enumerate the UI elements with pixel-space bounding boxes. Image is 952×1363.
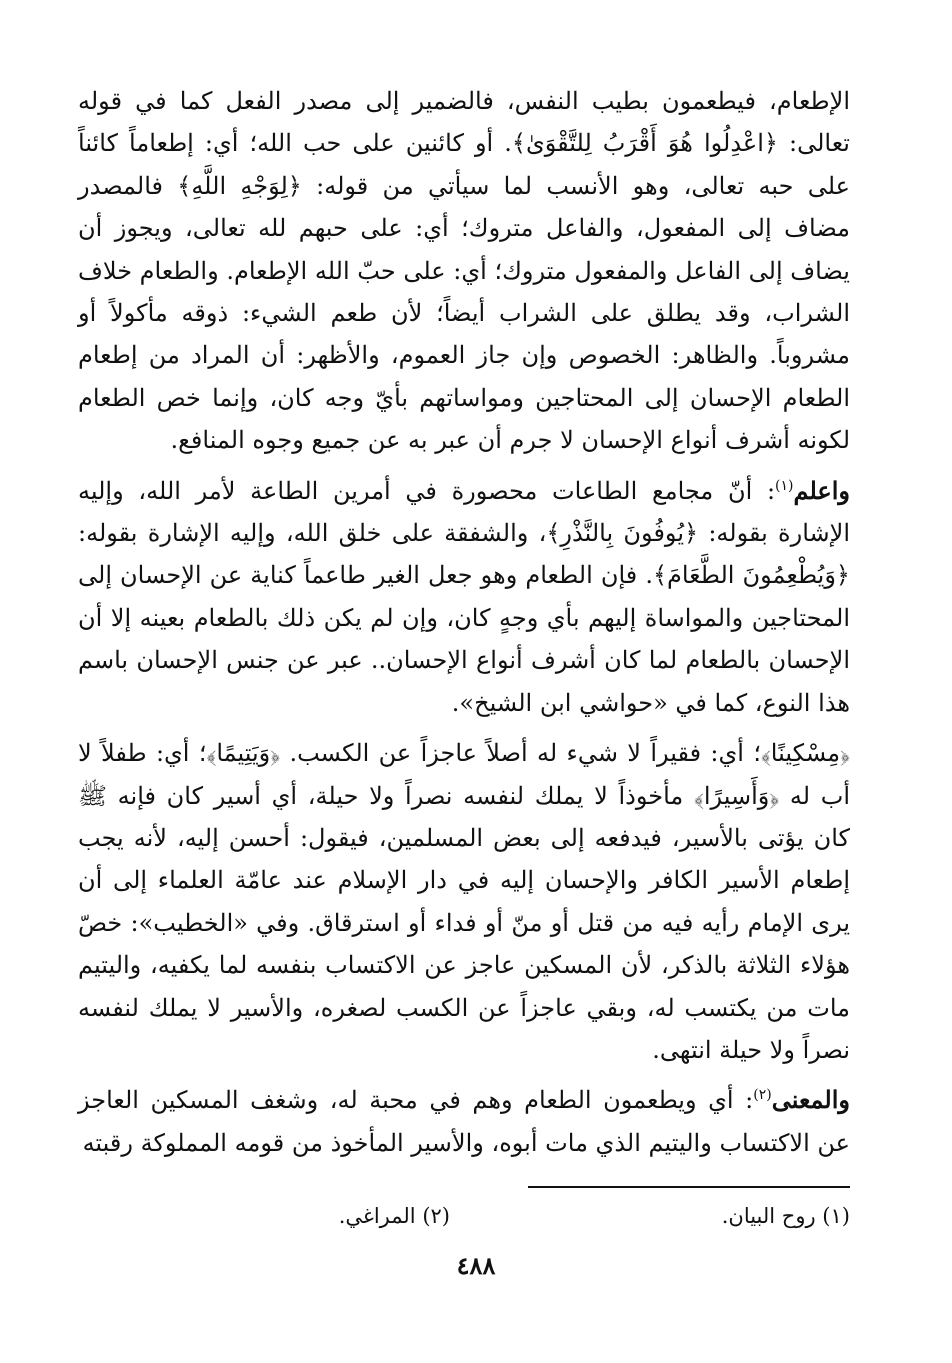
footnote-ref-2[interactable]: (٢)	[753, 1087, 772, 1104]
body-text	[78, 80, 850, 1172]
paragraph-2-lead-word: واعلم	[793, 475, 850, 505]
footnote-ref-1[interactable]: (١)	[775, 477, 794, 494]
paragraph-4-lead-word: والمعنى	[771, 1085, 850, 1115]
paragraph-3-text: ﴿مِسْكِينًا﴾؛ أي: فقيراً لا شيء له أصلاً عاجزاً عن الكسب. ﴿وَيَتِيمًا﴾؛ أي: طفلاً لا أب له ﴿وَأَسِيرًا﴾ مأخوذاً لا يملك لنفسه نصراً ولا حيلة، أي أسير كان فإنه ﷺ كان يؤتى بالأسير، فيدفعه إلى بعض المسلمين، فيقول: أحسن إليه، لأنه يجب إطعام الأسير الكافر والإحسان إليه في دار الإسلام عند عامّة العلماء إلى أن يرى الإمام رأيه فيه من قتل أو منّ أو فداء أو استرقاق. وفي «الخطيب»: خصّ هؤلاء الثلاثة بالذكر، لأن المسكين عاجز عن الاكتساب بنفسه لما يكفيه، واليتيم مات من يكتسب له، وبقي عاجزاً عن الكسب لصغره، والأسير لا يملك لنفسه نصراً ولا حيلة انتهى.	[78, 739, 850, 1064]
paragraph-2	[78, 470, 850, 724]
footnotes	[78, 1196, 850, 1236]
footnote-1: (١) روح البيان.	[721, 1204, 850, 1228]
paragraph-4	[78, 1079, 850, 1164]
paragraph-2-text: : أنّ مجامع الطاعات محصورة في أمرين الطاعة لأمر الله، وإليه الإشارة بقوله: ﴿يُوفُونَ بِالنَّذْرِ﴾، والشفقة على خلق الله، وإليه الإشارة بقوله: ﴿وَيُطْعِمُونَ الطَّعَامَ﴾. فإن الطعام وهو جعل الغير طاعماً كناية عن الإحسان إلى المحتاجين والمواساة إليهم بأي وجهٍ كان، وإن لم يكن ذلك بالطعام بعينه إلا أن الإحسان بالطعام لما كان أشرف أنواع الإحسان.. عبر عن جنس الإحسان باسم هذا النوع، كما في «حواشي ابن الشيخ».	[78, 476, 851, 717]
page-number: ٤٨٨	[456, 1251, 496, 1280]
paragraph-3	[78, 732, 850, 1071]
footnote-separator	[528, 1186, 850, 1188]
footnote-2: (٢) المراغي.	[338, 1204, 450, 1228]
paragraph-1-text: الإطعام، فيطعمون بطيب النفس، فالضمير إلى مصدر الفعل كما في قوله تعالى: ﴿اعْدِلُوا هُوَ أَقْرَبُ لِلتَّقْوَىٰ﴾. أو كائنين على حب الله؛ أي: إطعاماً كائناً على حبه تعالى، وهو الأنسب لما سيأتي من قوله: ﴿لِوَجْهِ اللَّهِ﴾ فالمصدر مضاف إلى المفعول، والفاعل متروك؛ أي: على حبهم لله تعالى، ويجوز أن يضاف إلى الفاعل والمفعول متروك؛ أي: على حبّ الله الإطعام. والطعام خلاف الشراب، وقد يطلق على الشراب أيضاً؛ لأن طعم الشيء: ذوقه مأكولاً أو مشروباً. والظاهر: الخصوص وإن جاز العموم، والأظهر: أن المراد من إطعام الطعام الإحسان إلى المحتاجين ومواساتهم بأيّ وجه كان، وإنما خص الطعام لكونه أشرف أنواع الإحسان لا جرم أن عبر به عن جميع وجوه المنافع.	[78, 87, 851, 455]
paragraph-1	[78, 80, 850, 462]
paragraph-4-text: : أي ويطعمون الطعام وهم في محبة له، وشغف المسكين العاجز عن الاكتساب واليتيم الذي مات أبوه، والأسير المأخوذ من قومه المملوكة رقبته	[78, 1086, 850, 1157]
